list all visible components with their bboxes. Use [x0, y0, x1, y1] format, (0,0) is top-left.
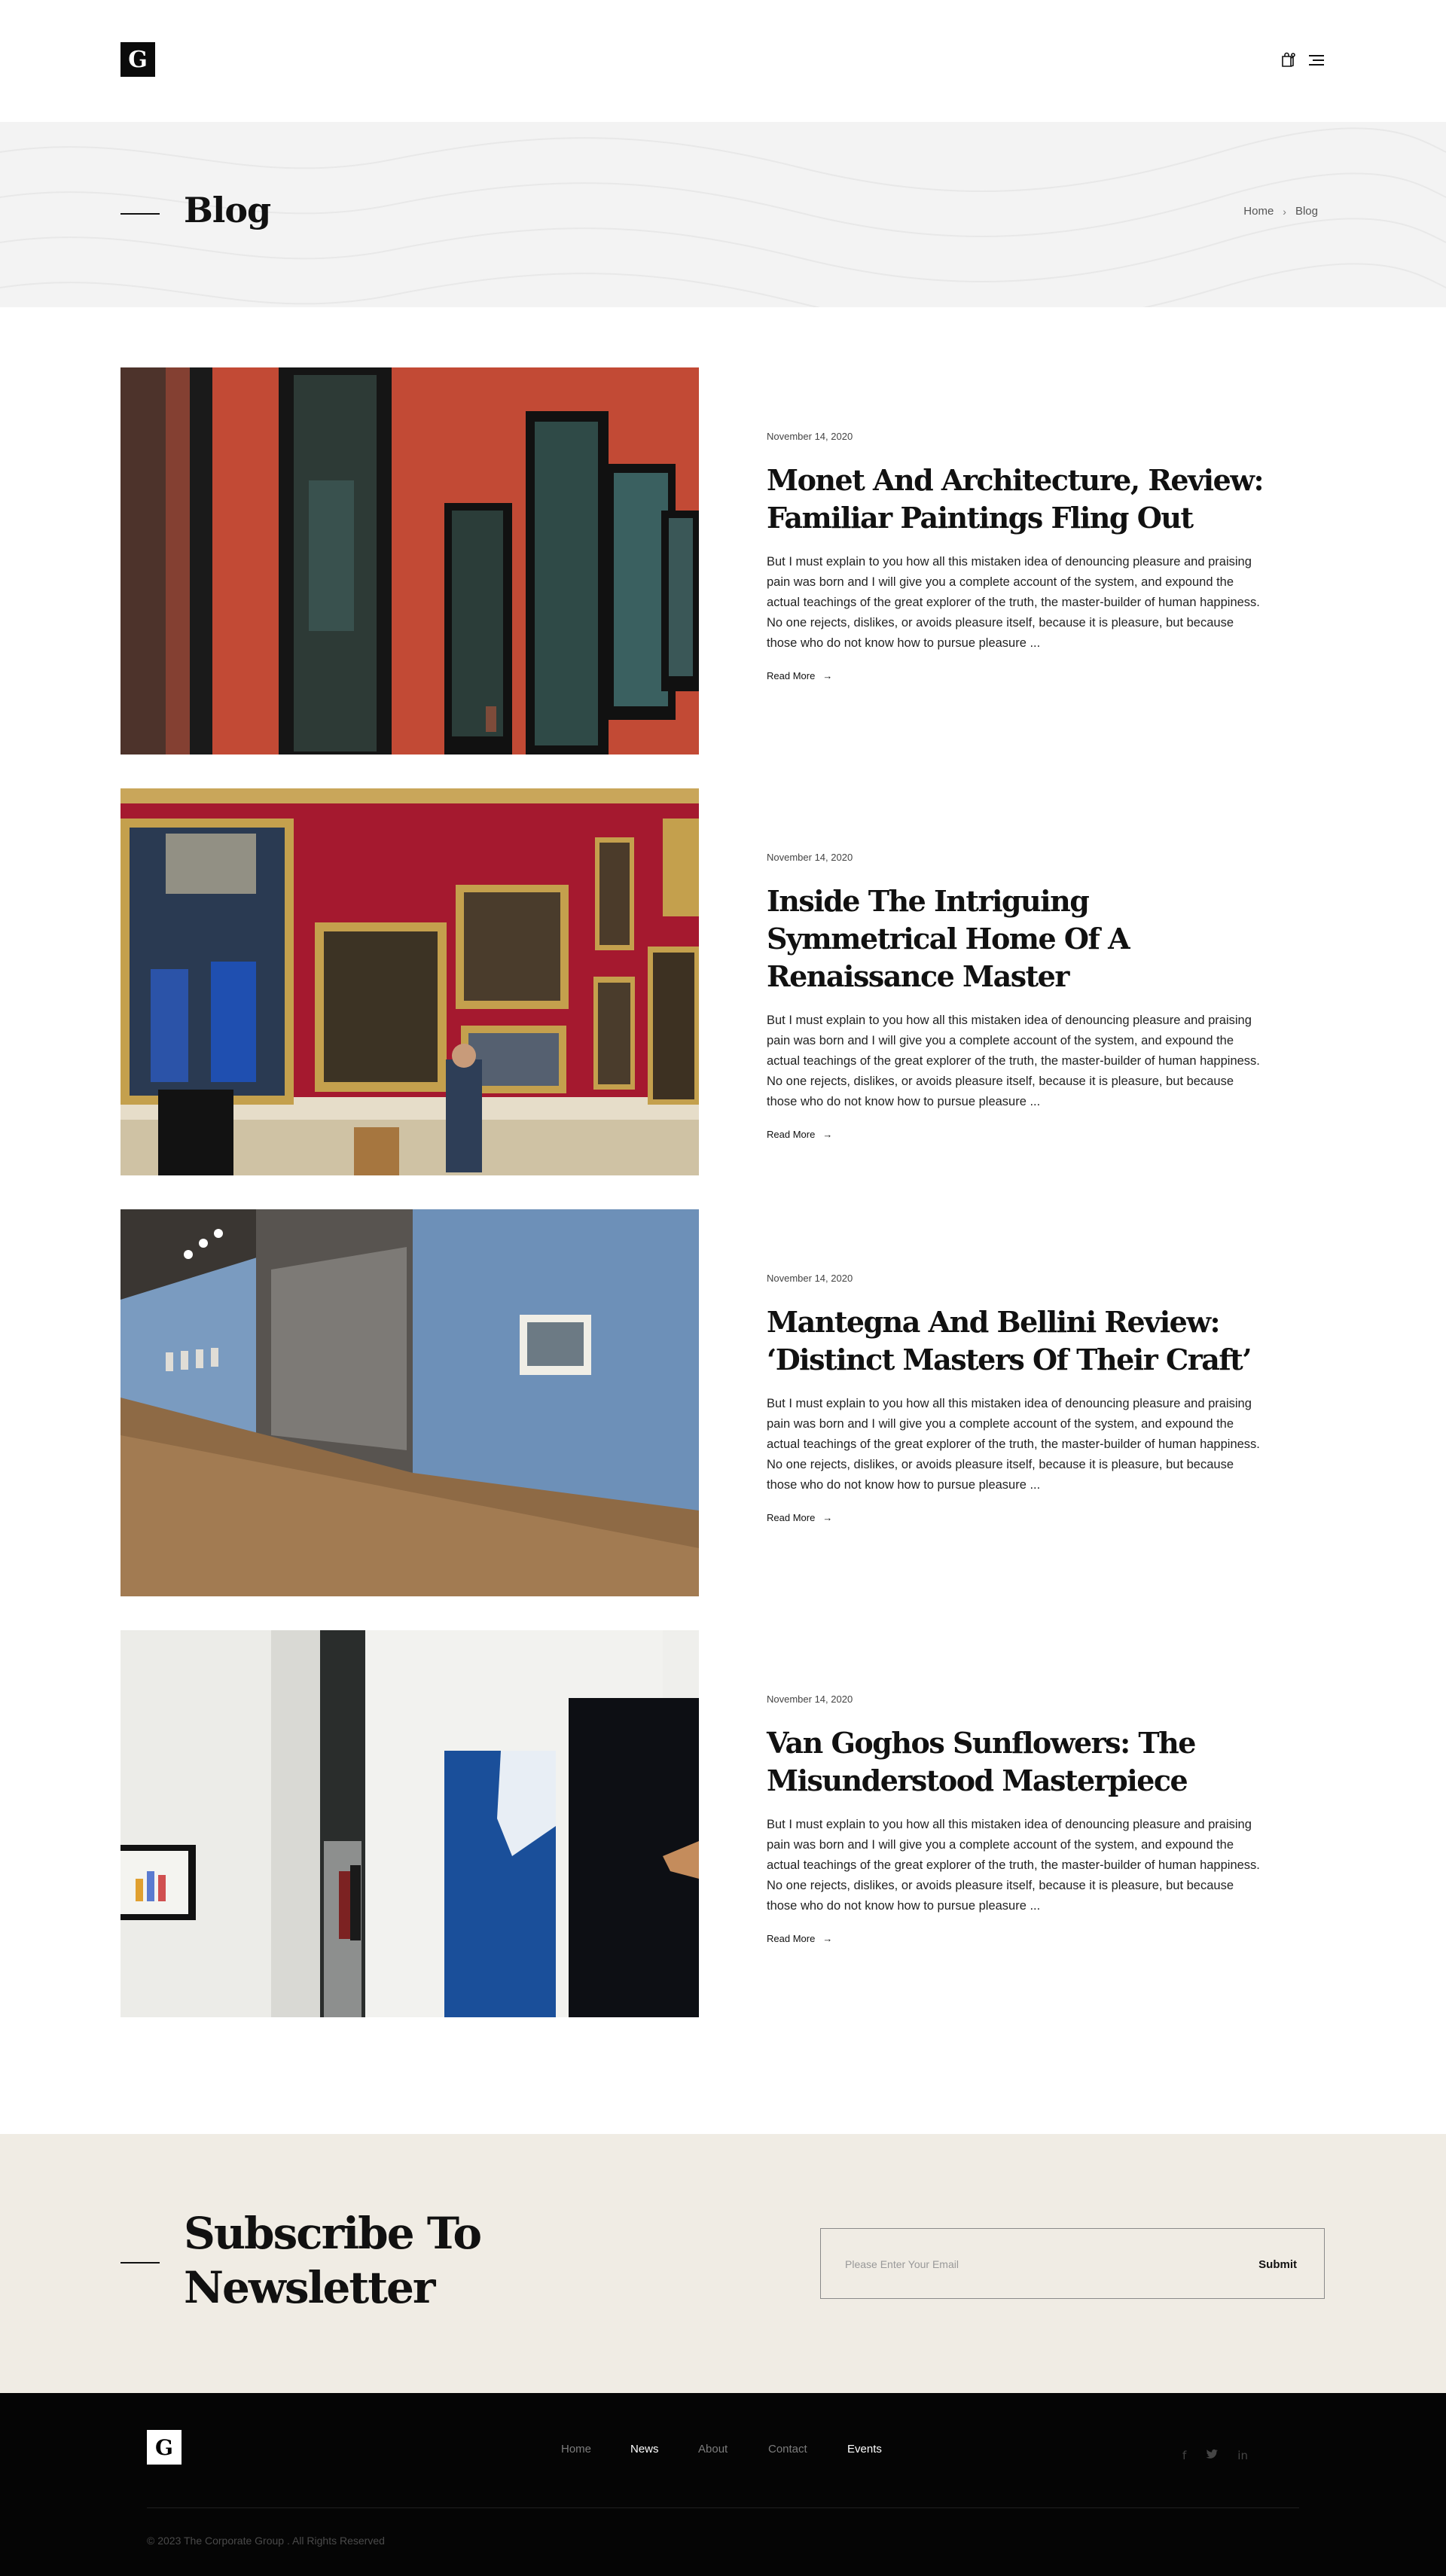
post-image[interactable]: [120, 1630, 699, 2017]
blog-post: [120, 1630, 1326, 2017]
post-title[interactable]: Van Goghos Sunflowers: The Misunderstood Masterpiece: [767, 1726, 1195, 1797]
breadcrumb: [1243, 205, 1318, 218]
newsletter-title: Subscribe To Newsletter: [184, 2208, 481, 2313]
chevron-right-icon: ›: [1283, 205, 1286, 218]
facebook-icon[interactable]: f: [1182, 2449, 1187, 2462]
post-excerpt: But I must explain to you how all this mistaken idea of denouncing pleasure and praising pain was born and I will give you a complete account of the system, and expound the actual teachings of the great explorer of the truth, the master-builder of human happiness. No one rejects, dislikes, or avoids pleasure itself, because it is pleasure, but because those who do not know how to pursue pleasure ...: [767, 555, 1260, 650]
post-image[interactable]: [120, 1209, 699, 1596]
blog-post: [120, 788, 1326, 1175]
submit-button[interactable]: Submit: [1254, 2251, 1301, 2277]
post-title[interactable]: Mantegna And Bellini Review: ‘Distinct Masters Of Their Craft’: [767, 1305, 1251, 1376]
read-more-link[interactable]: [767, 1129, 832, 1140]
post-excerpt: But I must explain to you how all this mistaken idea of denouncing pleasure and praising pain was born and I will give you a complete account of the system, and expound the actual teachings of the great explorer of the truth, the master-builder of human happiness. No one rejects, dislikes, or avoids pleasure itself, because it is pleasure, but because those who do not know how to pursue pleasure ...: [767, 1818, 1260, 1913]
post-date: November 14, 2020: [767, 1693, 853, 1705]
blog-post: [120, 1209, 1326, 1596]
arrow-right-icon: →: [822, 1129, 833, 1140]
read-more-link[interactable]: [767, 1933, 832, 1944]
post-date: November 14, 2020: [767, 1273, 853, 1284]
post-date: November 14, 2020: [767, 852, 853, 863]
twitter-icon[interactable]: [1206, 2449, 1218, 2462]
arrow-right-icon: →: [822, 1933, 833, 1944]
footer-nav-news[interactable]: News: [630, 2443, 659, 2456]
read-more-link[interactable]: [767, 1512, 832, 1523]
post-image[interactable]: [120, 367, 699, 755]
page-title: Blog: [184, 190, 271, 230]
breadcrumb-current: Blog: [1295, 205, 1318, 218]
footer-divider: [147, 2507, 1299, 2508]
newsletter-form: [820, 2228, 1325, 2299]
footer-nav-home[interactable]: Home: [561, 2443, 592, 2456]
site-footer: [0, 2393, 1446, 2576]
copyright-text: © 2023 The Corporate Group . All Rights Reserved: [147, 2535, 385, 2547]
post-excerpt: But I must explain to you how all this mistaken idea of denouncing pleasure and praising pain was born and I will give you a complete account of the system, and expound the actual teachings of the great explorer of the truth, the master-builder of human happiness. No one rejects, dislikes, or avoids pleasure itself, because it is pleasure, but because those who do not know how to pursue pleasure ...: [767, 1014, 1260, 1108]
newsletter-dash: [120, 2262, 160, 2264]
arrow-right-icon: →: [822, 670, 833, 681]
newsletter-section: [0, 2134, 1446, 2393]
site-header: [0, 0, 1446, 122]
read-more-link[interactable]: [767, 670, 832, 681]
linkedin-icon[interactable]: in: [1237, 2449, 1248, 2462]
footer-nav-contact[interactable]: Contact: [768, 2443, 807, 2456]
read-more-label: Read More: [767, 1129, 816, 1140]
blog-post: [120, 367, 1326, 755]
read-more-label: Read More: [767, 1933, 816, 1944]
arrow-right-icon: →: [822, 1512, 833, 1523]
header-icons: [1279, 51, 1326, 69]
breadcrumb-home[interactable]: Home: [1243, 205, 1274, 218]
footer-nav-events[interactable]: Events: [847, 2443, 882, 2456]
post-content: [767, 367, 1264, 683]
footer-nav-about[interactable]: About: [698, 2443, 728, 2456]
footer-logo[interactable]: G: [147, 2430, 182, 2465]
read-more-label: Read More: [767, 670, 816, 681]
post-content: [767, 1630, 1264, 1946]
social-links: [1182, 2449, 1248, 2462]
shopping-bag-icon[interactable]: [1279, 51, 1297, 69]
email-input[interactable]: [844, 2251, 1205, 2277]
menu-icon[interactable]: [1307, 51, 1326, 69]
read-more-label: Read More: [767, 1512, 816, 1523]
post-image[interactable]: [120, 788, 699, 1175]
title-dash: [120, 213, 160, 215]
post-title[interactable]: Monet And Architecture, Review: Familiar Paintings Fling Out: [767, 463, 1264, 535]
site-logo[interactable]: G: [120, 42, 155, 77]
page-title-band: [0, 122, 1446, 307]
post-title[interactable]: Inside The Intriguing Symmetrical Home Of A Renaissance Master: [767, 884, 1130, 993]
post-date: November 14, 2020: [767, 431, 853, 442]
post-excerpt: But I must explain to you how all this mistaken idea of denouncing pleasure and praising pain was born and I will give you a complete account of the system, and expound the actual teachings of the great explorer of the truth, the master-builder of human happiness. No one rejects, dislikes, or avoids pleasure itself, because it is pleasure, but because those who do not know how to pursue pleasure ...: [767, 1397, 1260, 1492]
post-content: [767, 788, 1264, 1142]
post-content: [767, 1209, 1264, 1525]
